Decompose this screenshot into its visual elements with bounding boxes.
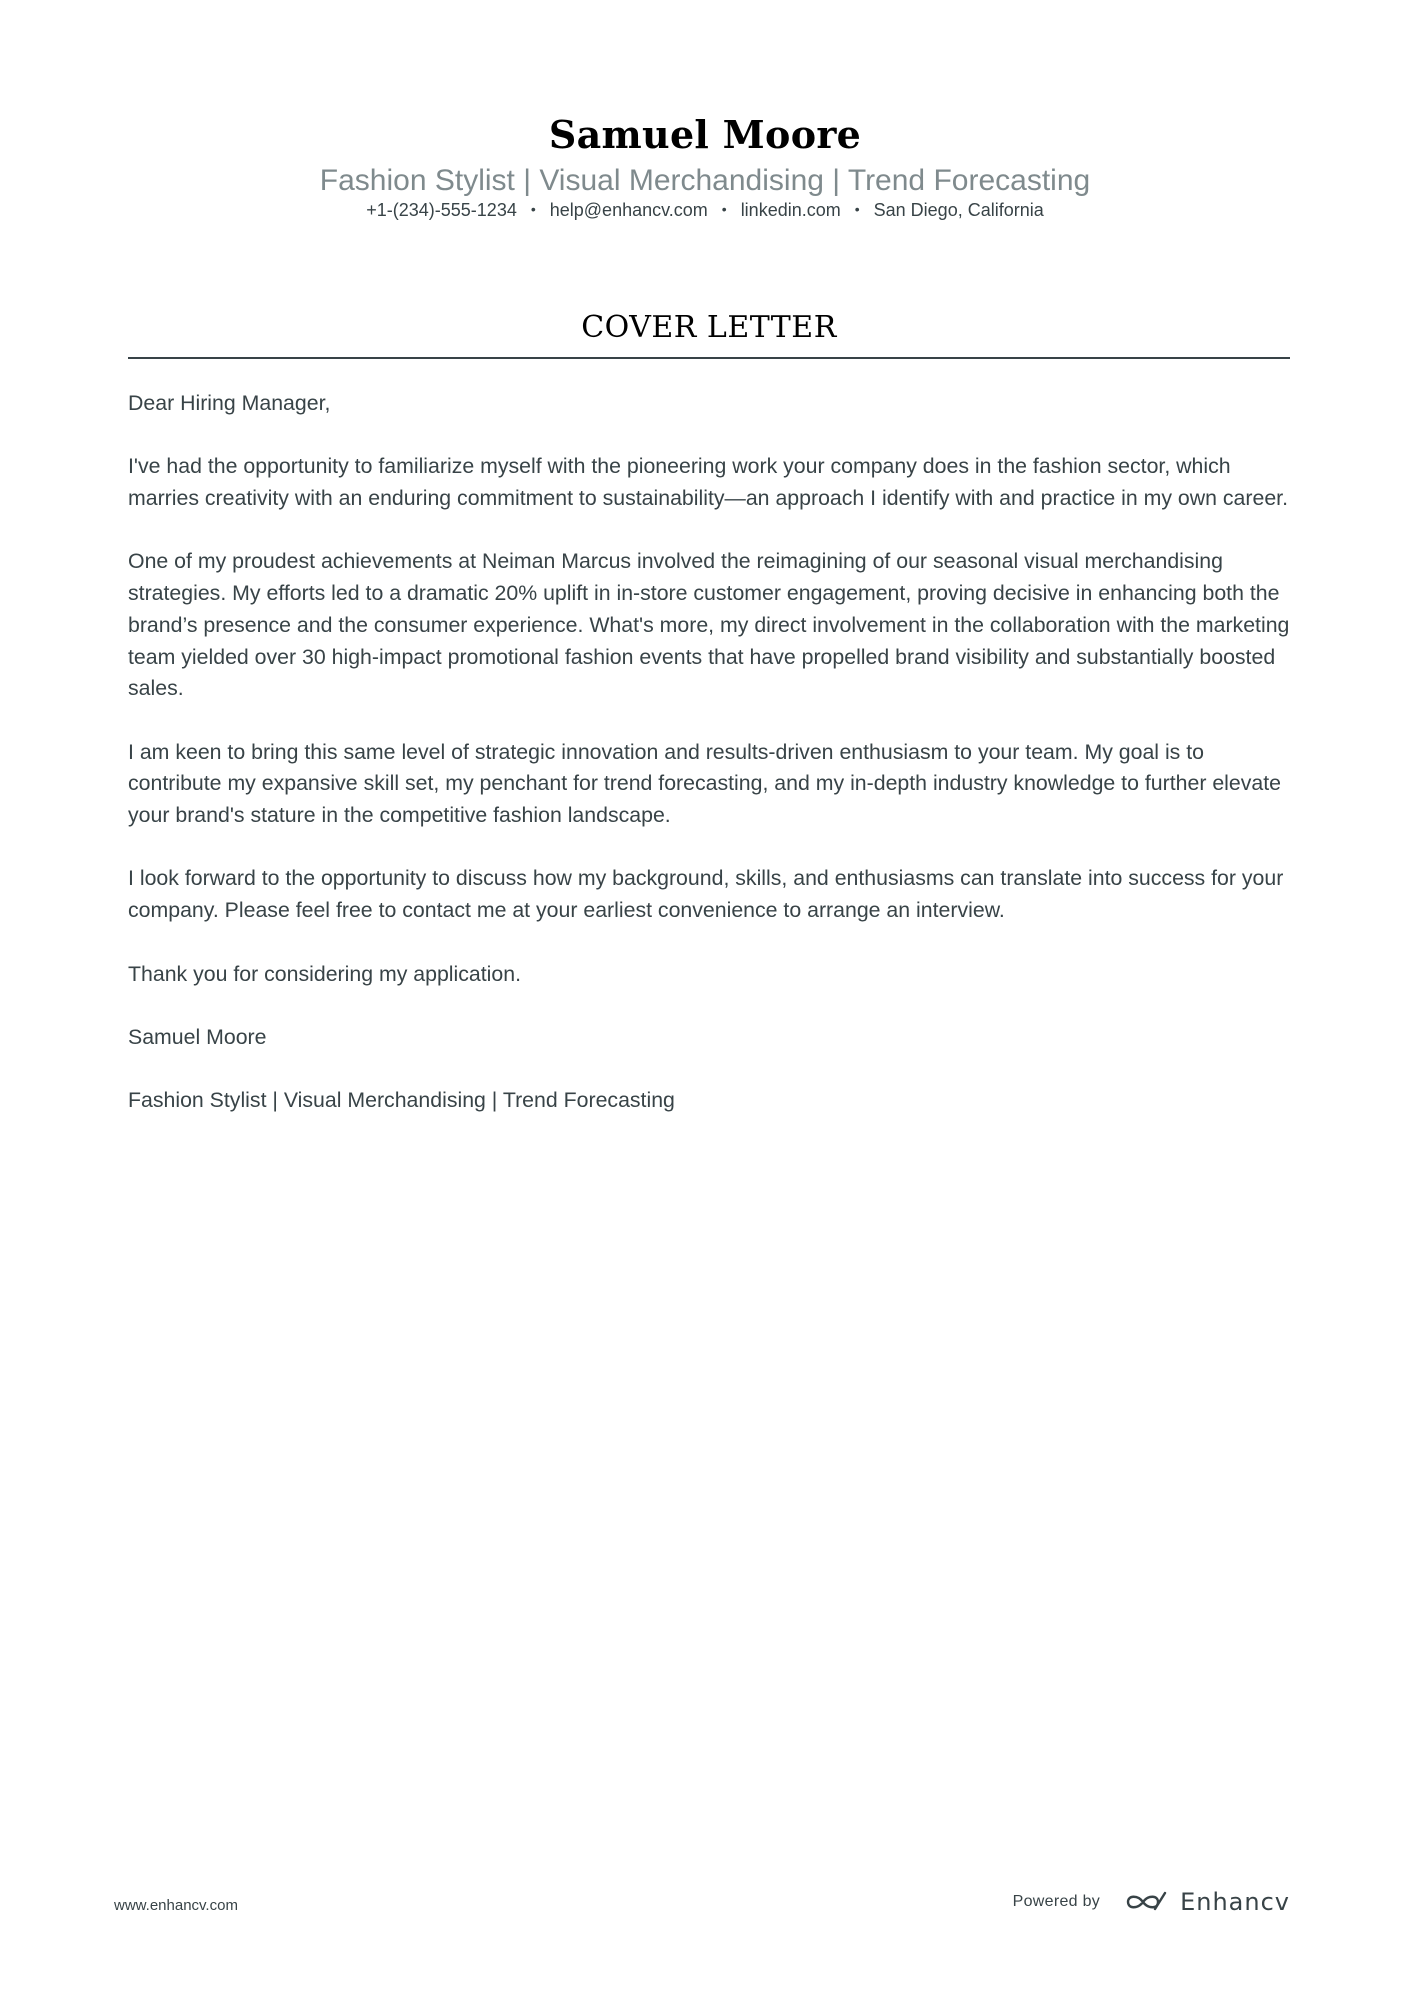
enhancv-logo-icon	[1124, 1889, 1168, 1915]
letter-paragraph: I've had the opportunity to familiarize myself with the pioneering work your company does in the fashion sector, which marries creativity with an enduring commitment to sustainability—an approach I identify with and practice in my own career.	[128, 454, 1289, 511]
contact-separator: •	[854, 201, 860, 217]
contact-email[interactable]: help@enhancv.com	[549, 200, 708, 220]
signature-name: Samuel Moore	[128, 1024, 267, 1049]
letter-paragraph: I am keen to bring this same level of strategic innovation and results-driven enthusiasm to your team. My goal is to contribute my expansive skill set, my penchant for trend forecasting, and my in-depth industry knowledge to further elevate your brand's stature in the competitive fashion landscape.	[128, 739, 1281, 828]
letter-paragraph: I look forward to the opportunity to discuss how my background, skills, and enthusiasms can translate into success for your company. Please feel free to contact me at your earliest convenience to arrange an interview.	[128, 866, 1284, 923]
section-title: COVER LETTER	[581, 310, 837, 345]
letter-body	[128, 388, 1290, 1149]
contact-separator: •	[721, 201, 727, 217]
contact-linkedin[interactable]: linkedin.com	[740, 200, 841, 220]
contact-location: San Diego, California	[873, 200, 1044, 220]
section-divider	[128, 357, 1290, 359]
letter-salutation: Dear Hiring Manager,	[128, 391, 331, 415]
signature-title: Fashion Stylist | Visual Merchandising | Trend Forecasting	[128, 1088, 675, 1113]
contact-line	[0, 200, 1410, 221]
enhancv-wordmark: Enhancv	[1180, 1888, 1290, 1916]
contact-separator: •	[530, 201, 536, 217]
contact-phone[interactable]: +1-(234)-555-1234	[366, 200, 517, 220]
footer-branding[interactable]	[1013, 1888, 1290, 1916]
letter-closing: Thank you for considering my application.	[128, 961, 522, 986]
candidate-headline: Fashion Stylist | Visual Merchandising | Trend Forecasting	[319, 164, 1091, 197]
powered-by-label: Powered by	[1012, 1893, 1101, 1910]
footer-website[interactable]: www.enhancv.com	[114, 1897, 238, 1914]
letter-paragraph: One of my proudest achievements at Neiman Marcus involved the reimagining of our seasonal visual merchandising strategies. My efforts led to a dramatic 20% uplift in in-store customer engagement, proving decisive in enhancing both the brand’s presence and the consumer experience. What's more, my direct involvement in the collaboration with the marketing team yielded over 30 high-impact promotional fashion events that have propelled brand visibility and substantially boosted sales.	[128, 549, 1290, 701]
candidate-name: Samuel Moore	[548, 112, 862, 157]
